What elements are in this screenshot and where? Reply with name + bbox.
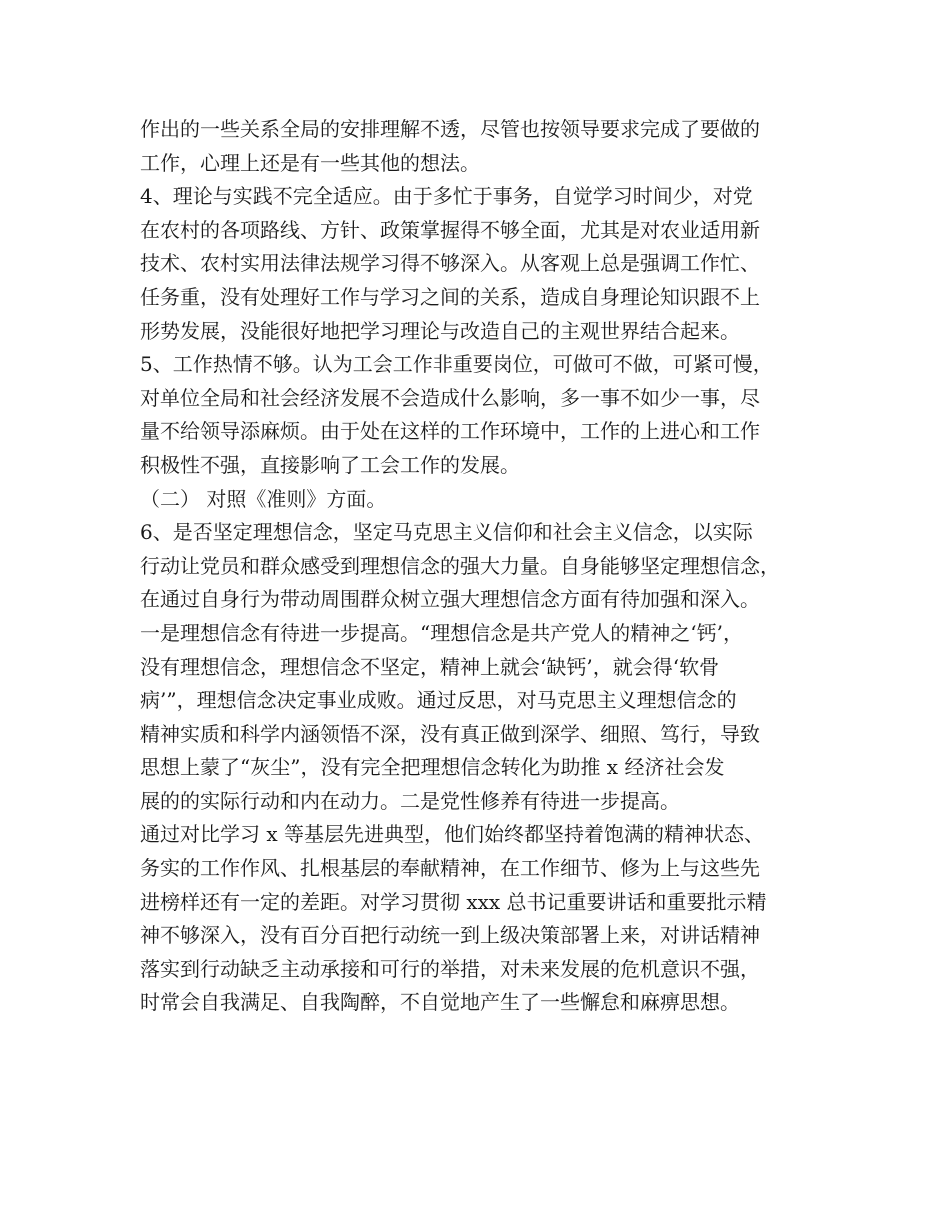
text-line-10: 量不给领导添麻烦。由于处在这样的工作环境中，工作的上进心和工作	[140, 419, 760, 444]
text-line-19: 精神实质和科学内涵领悟不深，没有真正做到深学、细照、笃行，导致	[140, 721, 760, 746]
text-line-1: 作出的一些关系全局的安排理解不透，尽管也按领导要求完成了要做的	[140, 117, 760, 141]
text-line-6: 任务重，没有处理好工作与学习之间的关系，造成自身理论知识跟不上	[140, 284, 760, 309]
text-line-2: 工作，心理上还是有一些其他的想法。	[140, 150, 480, 175]
text-line-3: 4、理论与实践不完全适应。由于多忙于事务，自觉学习时间少，对党	[140, 184, 753, 209]
text-line-23: 务实的工作作风、扎根基层的奉献精神，在工作细节、修为上与这些先	[140, 856, 760, 881]
text-line-14: 行动让党员和群众感受到理想信念的强大力量。自身能够坚定理想信念，	[140, 553, 780, 578]
section-heading: （二） 对照《准则》方面。	[140, 486, 387, 511]
text-line-9: 对单位全局和社会经济发展不会造成什么影响，多一事不如少一事，尽	[140, 385, 760, 410]
text-line-7: 形势发展，没能很好地把学习理论与改造自己的主观世界结合起来。	[140, 318, 740, 343]
text-line-25: 神不够深入，没有百分百把行动统一到上级决策部署上来，对讲话精神	[140, 923, 760, 948]
text-line-15: 在通过自身行为带动周围群众树立强大理想信念方面有待加强和深入。	[140, 587, 760, 612]
text-line-26: 落实到行动缺乏主动承接和可行的举措，对未来发展的危机意识不强，	[140, 956, 760, 981]
text-line-4: 在农村的各项路线、方针、政策掌握得不够全面，尤其是对农业适用新	[140, 217, 760, 242]
text-line-11: 积极性不强，直接影响了工会工作的发展。	[140, 452, 520, 477]
text-line-20: 思想上蒙了“灰尘”，没有完全把理想信念转化为助推 x 经济社会发	[140, 755, 725, 780]
body-text	[140, 113, 830, 1020]
text-line-18: 病’”，理想信念决定事业成败。通过反思，对马克思主义理想信念的	[140, 688, 737, 713]
text-line-21: 展的的实际行动和内在动力。二是党性修养有待进一步提高。	[140, 788, 680, 813]
text-line-13: 6、是否坚定理想信念，坚定马克思主义信仰和社会主义信念，以实际	[140, 520, 753, 545]
text-line-17: 没有理想信念，理想信念不坚定，精神上就会‘缺钙’，就会得‘软骨	[140, 654, 720, 679]
text-line-8: 5、工作热情不够。认为工会工作非重要岗位，可做可不做，可紧可慢，	[140, 352, 773, 377]
text-line-22: 通过对比学习 x 等基层先进典型，他们始终都坚持着饱满的精神状态、	[140, 822, 764, 847]
text-line-24: 进榜样还有一定的差距。对学习贯彻 xxx 总书记重要讲话和重要批示精	[140, 889, 767, 914]
text-line-5: 技术、农村实用法律法规学习得不够深入。从客观上总是强调工作忙、	[140, 251, 760, 276]
text-line-27: 时常会自我满足、自我陶醉，不自觉地产生了一些懈怠和麻痹思想。	[140, 990, 740, 1015]
text-line-16: 一是理想信念有待进一步提高。“理想信念是共产党人的精神之‘钙’，	[140, 620, 743, 645]
